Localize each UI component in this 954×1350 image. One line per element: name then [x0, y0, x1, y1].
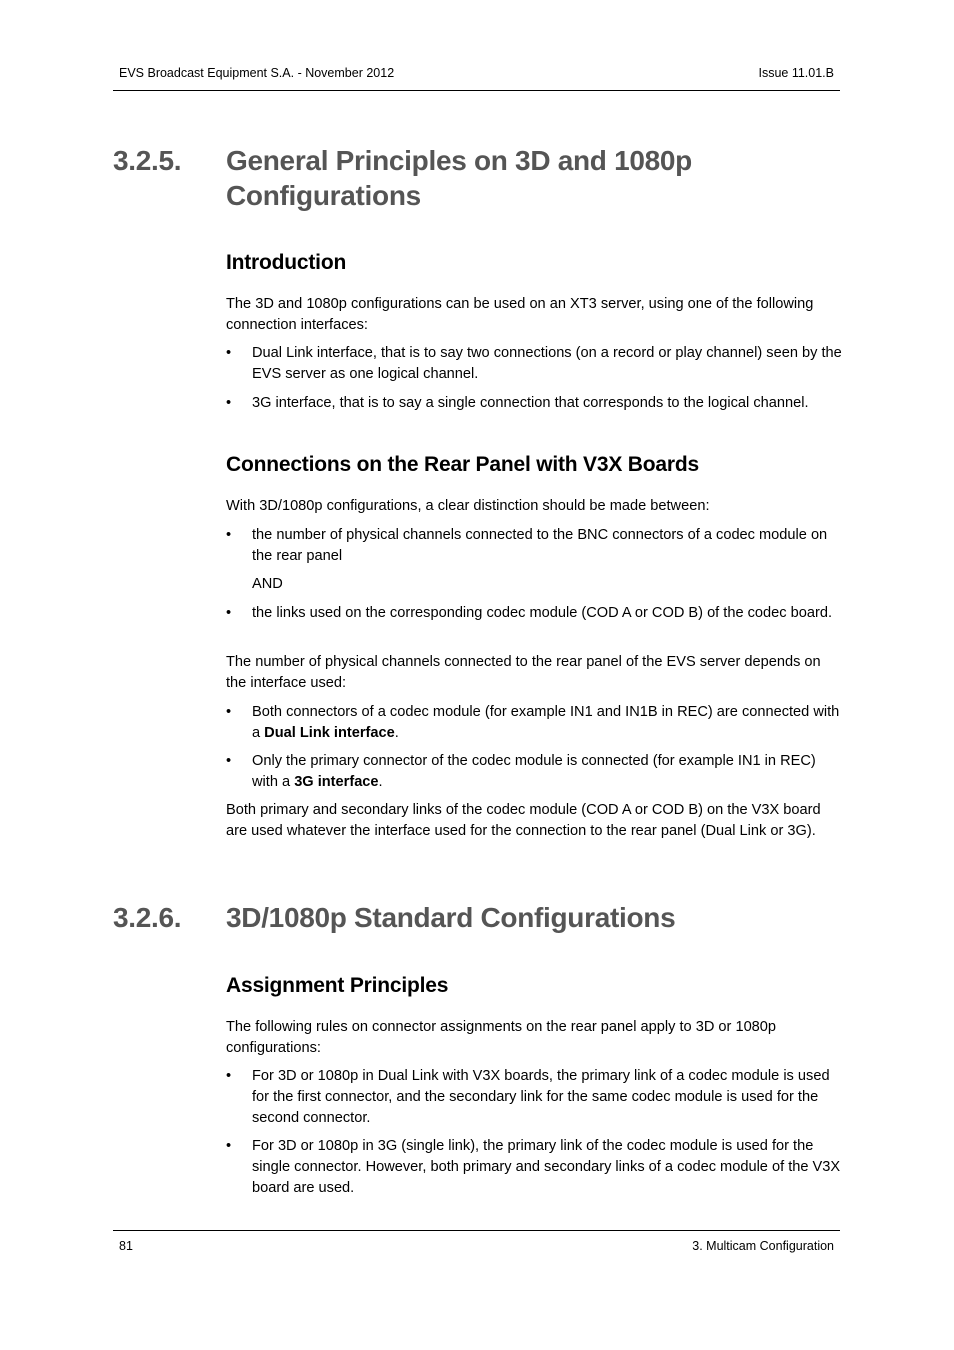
- text-run: Both connectors of a codec module (for example IN1 and IN1B in REC) are connected with a: [252, 704, 840, 741]
- footer-chapter: 3. Multicam Configuration: [692, 1239, 834, 1253]
- section-number: 3.2.6.: [113, 902, 182, 933]
- list-item-text: Dual Link interface, that is to say two connections (on a record or play channel) seen by the EVS server as one logical channel.: [252, 345, 842, 382]
- assignment-paragraph: The following rules on connector assignments on the rear panel apply to 3D or 1080p configurations:: [226, 1019, 777, 1056]
- bullet: •: [226, 605, 232, 621]
- text-run: Only the primary connector of the codec module is connected (for example IN1 in REC) with a: [252, 753, 816, 790]
- section-title: 3D/1080p Standard Configurations: [226, 902, 676, 933]
- bullet: •: [226, 1138, 232, 1154]
- section-title: General Principles on 3D and 1080p Configurations: [226, 145, 692, 211]
- heading-connections: Connections on the Rear Panel with V3X Boards: [226, 453, 699, 476]
- bullet: •: [226, 395, 232, 411]
- list-item: [226, 343, 842, 385]
- and-text: AND: [252, 576, 283, 592]
- page-number: 81: [119, 1239, 133, 1253]
- text-run: .: [378, 774, 383, 790]
- list-item: [226, 1136, 842, 1199]
- list-item-text: For 3D or 1080p in Dual Link with V3X boards, the primary link of a codec module is used for the first connector, and the secondary link for the same codec module is used for the second connector.: [252, 1068, 830, 1126]
- list-item-text: the links used on the corresponding codec module (COD A or COD B) of the codec board.: [252, 605, 833, 621]
- bold-text: Dual Link interface: [264, 725, 395, 741]
- intro-paragraph: The 3D and 1080p configurations can be used on an XT3 server, using one of the following connection interfaces:: [226, 296, 814, 333]
- bullet: •: [226, 1068, 232, 1084]
- connections-paragraph-2: The number of physical channels connected to the rear panel of the EVS server depends on the interface used:: [226, 654, 821, 691]
- list-item: [226, 393, 842, 414]
- text-run: .: [394, 725, 399, 741]
- bullet: •: [226, 753, 232, 769]
- list-item-text: [252, 702, 842, 744]
- list-item: [226, 751, 842, 793]
- header-left: EVS Broadcast Equipment S.A. - November 2012: [119, 66, 395, 80]
- list-item-text: 3G interface, that is to say a single connection that corresponds to the logical channel.: [252, 395, 809, 411]
- page-footer: [113, 1230, 840, 1253]
- list-item-text: the number of physical channels connected to the BNC connectors of a codec module on the rear panel: [252, 527, 828, 564]
- list-item-text: [252, 751, 842, 793]
- heading-assignment-principles: Assignment Principles: [226, 974, 449, 997]
- list-item: [226, 702, 842, 744]
- bullet: •: [226, 704, 232, 720]
- list-item: [226, 525, 842, 567]
- header-right: Issue 11.01.B: [758, 66, 834, 80]
- list-item: [226, 603, 842, 624]
- bullet: •: [226, 527, 232, 543]
- section-number: 3.2.5.: [113, 145, 182, 176]
- page-header: [113, 58, 840, 91]
- list-item-text: For 3D or 1080p in 3G (single link), the primary link of the codec module is used for the single connector. However, both primary and secondary links of a codec module of the V3X board are used.: [252, 1138, 841, 1196]
- list-item: [226, 1066, 842, 1129]
- heading-introduction: Introduction: [226, 251, 347, 274]
- bold-text: 3G interface: [294, 774, 379, 790]
- connections-paragraph-3: Both primary and secondary links of the codec module (COD A or COD B) on the V3X board are used whatever the interface used for the connection to the rear panel (Dual Link or 3G).: [226, 802, 821, 839]
- connections-paragraph-1: With 3D/1080p configurations, a clear distinction should be made between:: [226, 498, 710, 514]
- bullet: •: [226, 345, 232, 361]
